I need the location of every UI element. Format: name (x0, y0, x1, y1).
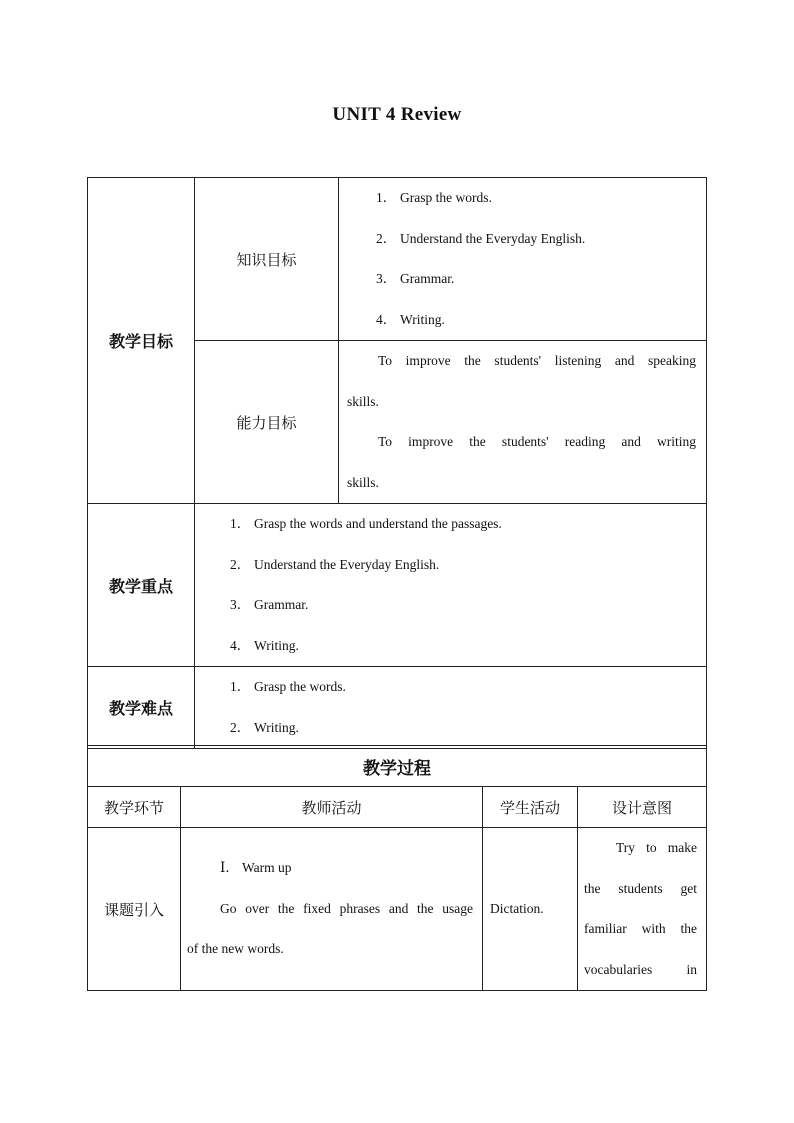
process-table (87, 745, 707, 991)
ability-line: skills. (347, 393, 379, 409)
teacher-line: of the new words. (187, 941, 284, 957)
stage-cell: 课题引入 (88, 828, 181, 991)
goals-label: 教学目标 (88, 178, 195, 504)
list-item: 1． Grasp the words and understand the passages. (230, 516, 502, 531)
list-item: 3． Grammar. (230, 597, 309, 612)
header-teacher-activity: 教师活动 (181, 787, 483, 828)
difficult-points-cell (195, 667, 707, 749)
key-points-cell (195, 504, 707, 667)
list-item: 1． Grasp the words. (376, 190, 492, 205)
knowledge-goal-label: 知识目标 (195, 178, 339, 341)
list-item: 1． Grasp the words. (230, 679, 346, 694)
intent-line: the students get (584, 880, 697, 896)
ability-goal-text (339, 341, 706, 503)
table-row (88, 828, 707, 991)
ability-line: skills. (347, 474, 379, 490)
ability-goal-cell (339, 341, 707, 504)
knowledge-goal-list (339, 178, 706, 340)
knowledge-goal-cell (339, 178, 707, 341)
difficult-points-label: 教学难点 (88, 667, 195, 749)
difficult-points-list (195, 667, 706, 748)
ability-goal-label: 能力目标 (195, 341, 339, 504)
intent-line: vocabularies in (584, 961, 697, 977)
list-item: 2． Understand the Everyday English. (230, 556, 440, 572)
ability-line: To improve the students' reading and writing (378, 434, 696, 449)
student-activity-cell: Dictation. (483, 828, 578, 991)
objectives-table (87, 177, 707, 749)
list-item: 3． Grammar. (376, 271, 455, 286)
header-student-activity: 学生活动 (483, 787, 578, 828)
design-intent-cell (578, 828, 707, 991)
intent-line: Try to make (616, 840, 697, 855)
ability-line: To improve the students' listening and speaking (378, 353, 696, 368)
header-design-intent: 设计意图 (578, 787, 707, 828)
header-stage: 教学环节 (88, 787, 181, 828)
list-item: 2． Writing. (230, 719, 299, 735)
list-item: 4． Writing. (230, 637, 299, 653)
list-item: 4． Writing. (376, 311, 445, 327)
teacher-heading: Ⅰ． Warm up (220, 860, 292, 876)
intent-line: familiar with the (584, 921, 697, 936)
list-item: 2． Understand the Everyday English. (376, 230, 586, 246)
teacher-activity-cell (181, 828, 483, 991)
process-label: 教学过程 (88, 746, 707, 787)
key-points-label: 教学重点 (88, 504, 195, 667)
key-points-list (195, 504, 706, 666)
document-title: UNIT 4 Review (332, 104, 462, 125)
teacher-line: Go over the fixed phrases and the usage (220, 900, 473, 916)
